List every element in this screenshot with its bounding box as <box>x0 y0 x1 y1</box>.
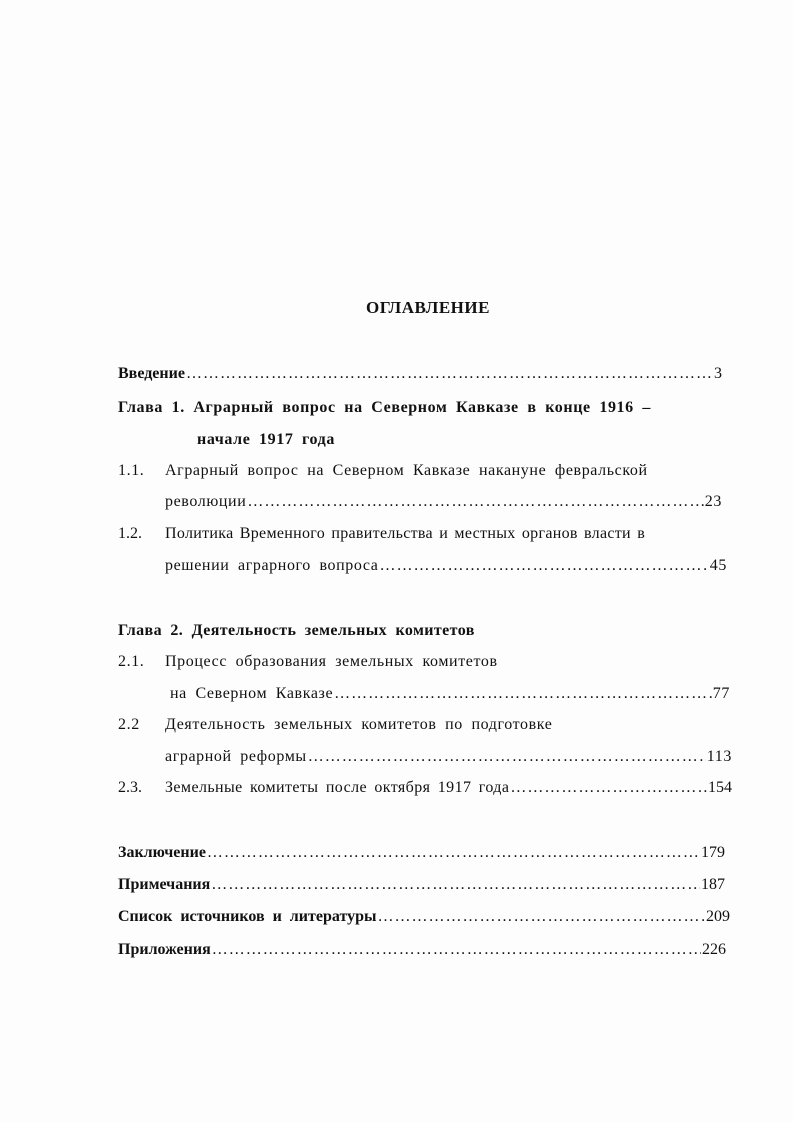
leader-dots <box>510 778 707 798</box>
section-title-line1: Земельные комитеты после октября 1917 года <box>165 779 510 796</box>
leader-dots <box>211 875 700 895</box>
toc-entry-label: Введение <box>118 365 185 382</box>
leader-dots <box>186 364 713 384</box>
section-number: 2.3. <box>118 779 142 796</box>
section-title-line2: аграрной реформы <box>165 748 307 765</box>
toc-page-number: 77 <box>712 685 730 702</box>
toc-section-1-1-cont <box>165 492 722 512</box>
section-number: 1.1. <box>118 462 145 479</box>
toc-page-number: 23 <box>704 493 722 510</box>
toc-entry-intro <box>118 364 722 384</box>
chapter-1-title-line2: начале 1917 года <box>197 431 335 448</box>
leader-dots <box>207 843 700 863</box>
toc-page-number: 226 <box>702 941 726 958</box>
toc-page-number: 209 <box>706 908 730 925</box>
toc-section-2-3 <box>118 778 732 798</box>
section-title-line2: революции <box>165 493 247 510</box>
toc-entry-label: Примечания <box>118 876 211 893</box>
page-title: ОГЛАВЛЕНИЕ <box>366 298 490 317</box>
toc-page-number: 3 <box>714 365 722 382</box>
toc-section-2-2 <box>118 715 552 735</box>
section-title-line1: Аграрный вопрос на Северном Кавказе накануне февральской <box>165 462 648 479</box>
toc-page-number: 187 <box>701 876 725 893</box>
toc-entry-sources <box>118 907 730 927</box>
section-number: 1.2. <box>118 525 142 542</box>
leader-dots <box>377 907 705 927</box>
toc-page-number: 179 <box>701 844 725 861</box>
section-title-line1: Политика Временного правительства и местных органов власти в <box>165 525 646 542</box>
toc-page-number: 45 <box>709 557 727 574</box>
leader-dots <box>334 684 712 704</box>
leader-dots <box>212 940 701 960</box>
leader-dots <box>247 492 703 512</box>
toc-page-number: 113 <box>706 748 732 765</box>
toc-entry-conclusion <box>118 843 725 863</box>
toc-section-1-1 <box>118 461 648 481</box>
section-title-line2: на Северном Кавказе <box>170 685 334 702</box>
section-title-line1: Процесс образования земельных комитетов <box>165 653 498 670</box>
toc-entry-appendices <box>118 940 726 960</box>
toc-section-2-2-cont <box>165 747 732 767</box>
toc-entry-label: Приложения <box>118 941 211 958</box>
chapter-2-title-text: Глава 2. Деятельность земельных комитетов <box>118 622 475 639</box>
toc-section-1-2 <box>118 524 645 544</box>
chapter-1-title <box>118 398 651 418</box>
toc-entry-notes <box>118 875 725 895</box>
section-title-line1: Деятельность земельных комитетов по подготовке <box>165 716 553 733</box>
section-number: 2.2 <box>118 716 140 733</box>
leader-dots <box>308 747 706 767</box>
toc-section-2-1 <box>118 652 498 672</box>
chapter-2-title <box>118 621 475 641</box>
toc-section-2-1-cont <box>170 684 730 704</box>
section-title-line2: решении аграрного вопроса <box>165 557 379 574</box>
leader-dots <box>380 556 709 576</box>
chapter-1-title-cont <box>197 430 335 450</box>
toc-entry-label: Заключение <box>118 844 206 861</box>
toc-entry-label: Список источников и литературы <box>118 908 377 925</box>
chapter-1-title-line1: Глава 1. Аграрный вопрос на Северном Кавказе в конце 1916 – <box>118 399 651 416</box>
section-number: 2.1. <box>118 653 145 670</box>
toc-section-1-2-cont <box>165 556 727 576</box>
toc-page-number: 154 <box>708 779 732 796</box>
